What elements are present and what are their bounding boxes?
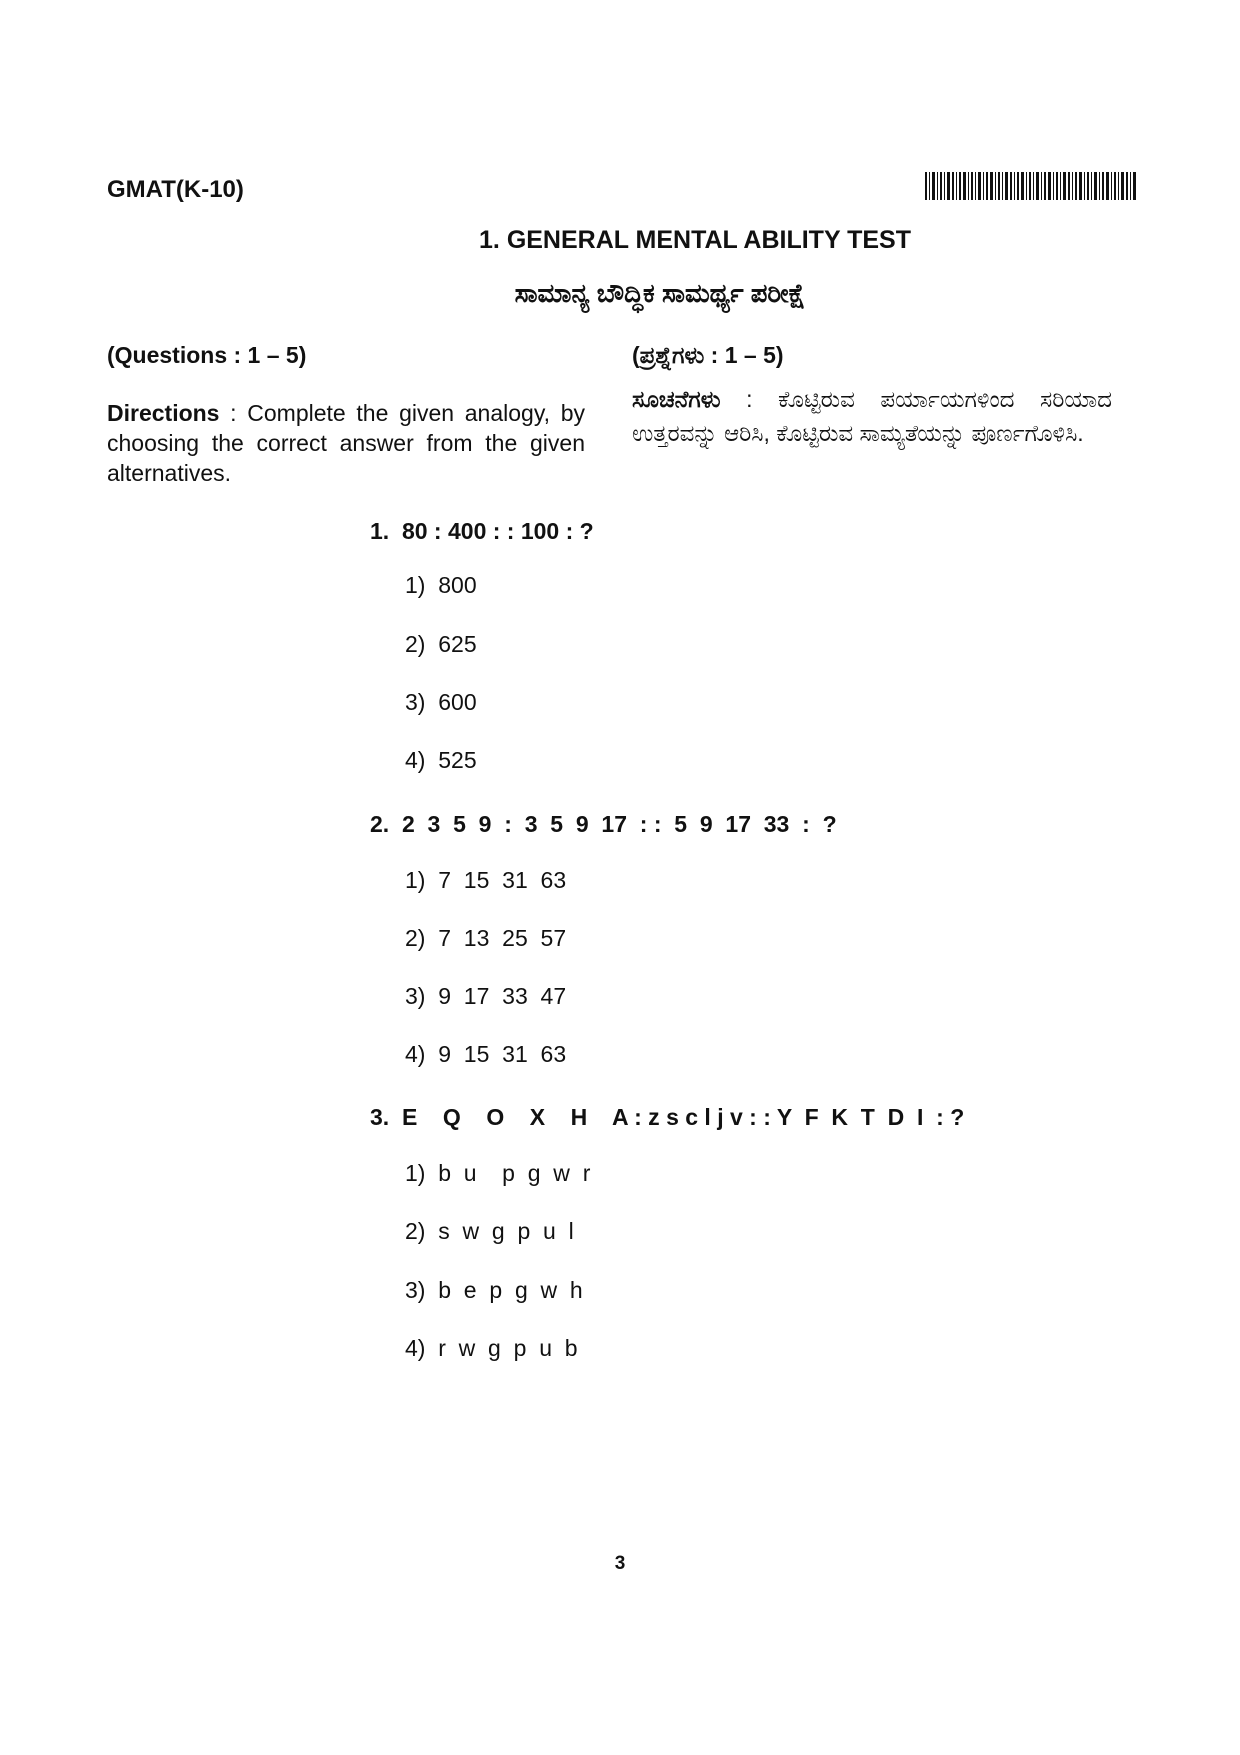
section-number: 1. xyxy=(479,226,500,254)
question-1-option-3: 3) 600 xyxy=(405,689,477,715)
questions-range-kannada: (ಪ್ರಶ್ನೆಗಳು : 1 – 5) xyxy=(632,342,784,368)
question-2-option-4: 4) 9 15 31 63 xyxy=(405,1041,567,1067)
question-1-option-2: 2) 625 xyxy=(405,631,477,657)
section-title-text: GENERAL MENTAL ABILITY TEST xyxy=(506,226,911,254)
question-3-option-2: 2) s w g p u l xyxy=(405,1218,574,1244)
question-2-option-1: 1) 7 15 31 63 xyxy=(405,867,567,893)
directions-text-kannada: : ಕೊಟ್ಟಿರುವ ಪರ್ಯಾಯಗಳಿಂದ ಸರಿಯಾದ ಉತ್ತರವನ್ನು ಆರಿಸಿ, ಕೊಟ್ಟಿರುವ ಸಾಮ್ಯತೆಯನ್ನು ಪೂರ್ಣಗೊಳಿಸಿ. xyxy=(632,386,1112,446)
question-3-option-1: 1) b u p g w r xyxy=(405,1160,591,1186)
question-1-option-4: 4) 525 xyxy=(405,747,477,773)
question-1: 1. 80 : 400 : : 100 : ? xyxy=(370,518,594,544)
question-2-option-3: 3) 9 17 33 47 xyxy=(405,983,567,1009)
question-3-option-4: 4) r w g p u b xyxy=(405,1335,578,1361)
section-title xyxy=(0,226,1240,255)
barcode-image xyxy=(925,172,1137,200)
directions-label-kannada: ಸೂಚನೆಗಳು xyxy=(632,386,721,412)
page-number: 3 xyxy=(614,1553,626,1574)
question-3: 3. E Q O X H A : z s c l j v : : Y F K T D I : ? xyxy=(370,1104,965,1130)
section-title-kannada: ಸಾಮಾನ್ಯ ಬೌದ್ಧಿಕ ಸಾಮರ್ಥ್ಯ ಪರೀಕ್ಷೆ xyxy=(514,278,806,308)
directions-label: Directions xyxy=(107,400,220,426)
question-1-option-1: 1) 800 xyxy=(405,572,477,598)
directions-english xyxy=(107,398,585,488)
question-2: 2. 2 3 5 9 : 3 5 9 17 : : 5 9 17 33 : ? xyxy=(370,811,837,837)
directions-kannada xyxy=(632,382,1112,450)
question-2-option-2: 2) 7 13 25 57 xyxy=(405,925,567,951)
questions-range: (Questions : 1 – 5) xyxy=(107,342,307,368)
question-3-option-3: 3) b e p g w h xyxy=(405,1277,583,1303)
paper-code: GMAT(K-10) xyxy=(107,176,244,203)
directions-text: : Complete the given analogy, by choosing the correct answer from the given alternatives. xyxy=(107,400,585,486)
